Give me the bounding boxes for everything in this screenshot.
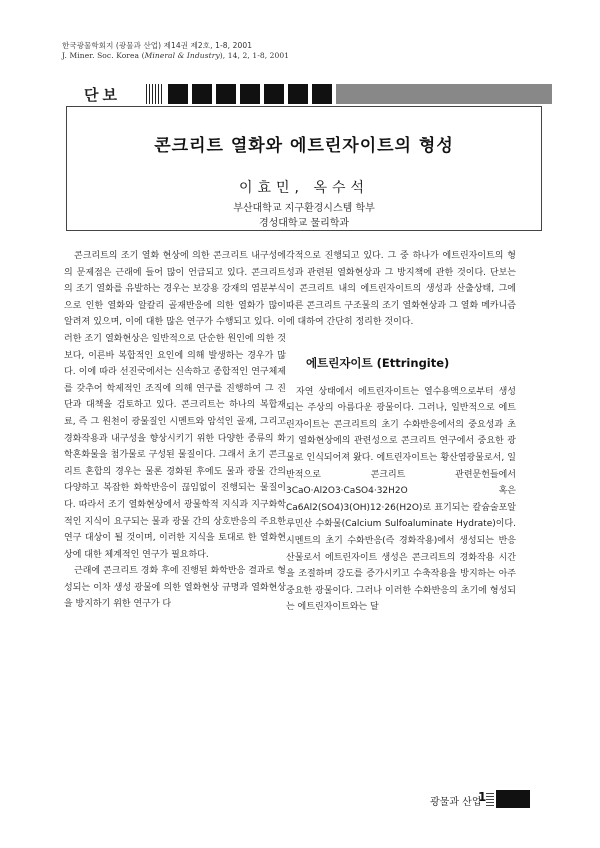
footer-journal-label: 광물과 산업 (430, 797, 482, 808)
journal-header-korean: 한국광물학회지 (광물과 산업) 제14권 제2호, 1-8, 2001 (62, 41, 253, 50)
footer-block (496, 790, 530, 808)
tab-block-bar (336, 84, 552, 104)
body-paragraph: 근래에 콘크리트 경화 후에 진행된 화학반응 결과로 형성되는 이차 생성 광물에 의한 열화현상 규명과 열화현상을 방지하기 위한 연구가 다 (64, 566, 286, 610)
tab-block (240, 84, 260, 104)
page-number: 1 (478, 790, 487, 804)
section-heading: 에트린자이트 (Ettringite) (306, 355, 450, 370)
body-paragraph: 자연 상태에서 에트린자이트는 열수용액으로부터 생성되는 주상의 아름다운 광물이다. 그러나, 일반적으로 에트린자이트는 콘크리트의 초기 수화반응에서의 중요성과 초기 열화현상에의 관련성으로 콘크리트 연구에서 중요한 광물로 인식되어져 왔다. 에트린자이트는 황산염광물로서, 일반적으로 콘크리트 관련문헌들에서 3CaO·Al2O3·CaSO4·32H2O 혹은 Ca6Al2(SO4)3(OH)12·26(H2O)로 표기되는 칼슘술포알루민산 수화물(Calcium Sulfoaluminate Hydrate)이다. 시멘트의 초기 수화반응(즉 경화작용)에서 생성되는 반응 산물로서 에트린자이트 생성은 콘크리트의 경화작용 시간을 조절하며 강도를 증가시키고 수축작용을 방지하는 아주 중요한 광물이다. 그러나 이러한 수화반응의 초기에 형성되는 에트린자이트와는 달 (286, 386, 516, 613)
tab-block (168, 84, 188, 104)
tab-block (264, 84, 284, 104)
section-tab-label: 단보 (84, 86, 121, 104)
journal-header-english: J. Miner. Soc. Korea (Mineral & Industry), 14, 2, 1-8, 2001 (62, 51, 290, 60)
footer-dither (486, 792, 494, 806)
affiliation-2: 경성대학교 물리학과 (258, 218, 350, 229)
tab-block-faded (146, 84, 164, 104)
section-tab-bar (146, 84, 540, 104)
body-paragraph: 각적으로 진행되고 있다. 그 중 하나가 에트린자이트의 형성과 관련된 열화현상과 그 방지책에 관한 것이다. 단보는 이 콘크리트 내의 에트린자이트의 생성과 산출상태, 그에 따른 콘크리트 구조물의 조기 열화현상과 그 열화 메카니즘에 대하여 간단히 정리한 것이다. (286, 251, 516, 328)
tab-block (288, 84, 308, 104)
tab-block (192, 84, 212, 104)
affiliation-1: 부산대학교 지구환경시스템 학부 (233, 203, 375, 214)
left-column (64, 248, 286, 613)
right-column (286, 248, 516, 616)
body-paragraph: 콘크리트의 조기 열화 현상에 의한 콘크리트 내구성에의 문제점은 근래에 들어 많이 언급되고 있다. 콘크리트의 조기 열화를 유발하는 경우는 보강용 강재의 염분부식으로 인한 열화와 알칼리 골재반응에 의한 열화가 많이 알려져 있으며, 이에 대한 많은 연구가 수행되고 있다. 이러한 조기 열화현상은 일반적으로 단순한 원인에 의한 것보다, 이른바 복합적인 요인에 의해 발생하는 경우가 많다. 이에 따라 선진국에서는 신속하고 종합적인 연구체제를 갖추어 학제적인 조직에 의해 연구를 진행하여 그 진단과 대책을 검토하고 있다. 콘크리트는 하나의 복합재료, 즉 그 원천이 광물질인 시멘트와 암석인 골재, 그리고 경화작용과 내구성을 향상시키기 위한 다양한 종류의 화학혼화물을 첨가물로 구성된 물질이다. 그래서 초기 콘크리트 혼합의 경우는 물론 경화된 후에도 물과 광물 간의 다양하고 복잡한 화학반응이 끊임없이 진행되는 물질이다. 따라서 조기 열화현상에서 광물학적 지식과 지구화학적인 지식이 요구되는 물과 광물 간의 상호반응의 주요한 연구 대상이 될 것이며, 이러한 지식을 토대로 한 열화현상에 대한 체계적인 연구가 필요하다. (64, 251, 286, 560)
article-title: 콘크리트 열화와 에트린자이트의 형성 (154, 136, 454, 156)
tab-block (216, 84, 236, 104)
article-authors: 이효민, 옥수석 (238, 180, 370, 196)
tab-block (312, 84, 332, 104)
title-box (66, 106, 542, 231)
journal-name: Mineral & Industry (144, 51, 220, 60)
